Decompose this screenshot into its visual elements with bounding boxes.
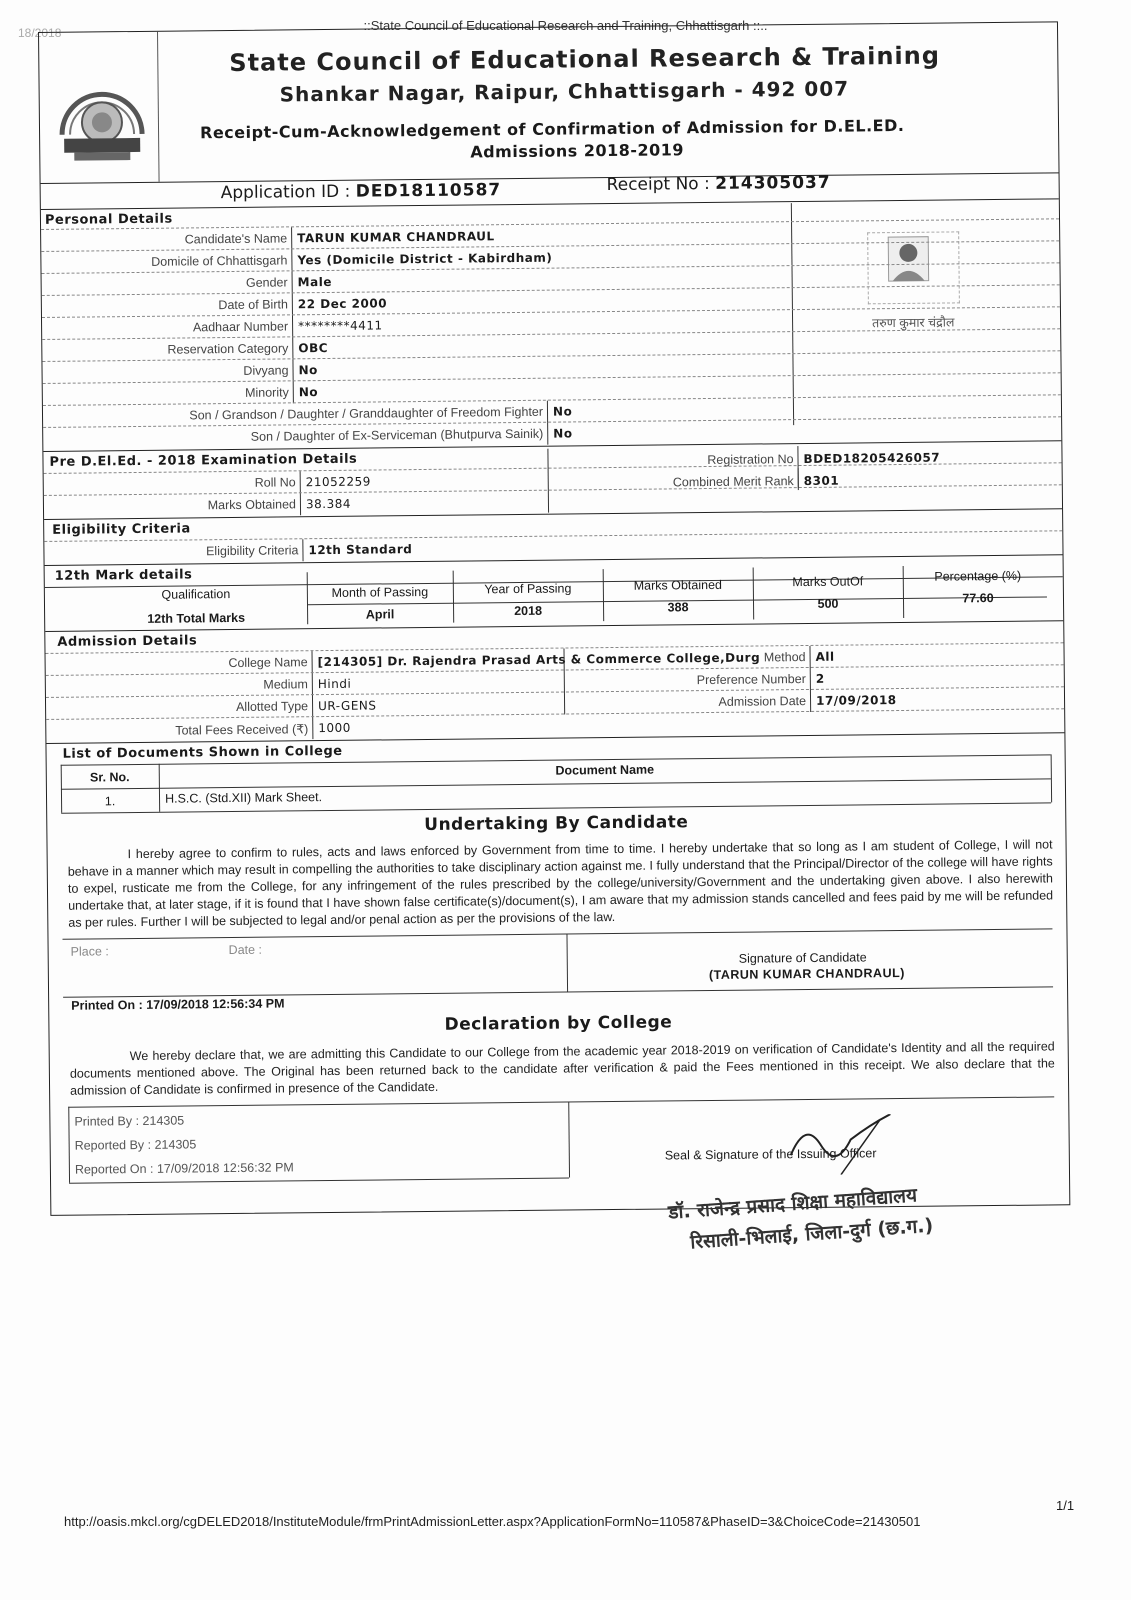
browser-header: ::State Council of Educational Research and Training, Chhattisgarh ::.. (363, 18, 768, 33)
freedom-value: No (552, 404, 573, 419)
eligibility-heading: Eligibility Criteria (52, 521, 191, 538)
application-id (221, 180, 502, 203)
allotted-value: UR-GENS (318, 698, 377, 714)
sep (547, 401, 548, 423)
fees-value: 1000 (318, 720, 351, 736)
cell-marks-outof: 500 (817, 596, 839, 611)
sep (568, 1101, 570, 1177)
col-marks-outof: Marks OutOf (792, 574, 864, 590)
col-month: Month of Passing (331, 584, 429, 600)
marks-value: 38.384 (305, 496, 352, 512)
org-name: State Council of Educational Research & Training (229, 41, 941, 77)
college-stamp-line1: डॉ. राजेन्द्र प्रसाद शिक्षा महाविद्यालय (667, 1184, 918, 1224)
pre-exam-heading: Pre D.El.Ed. - 2018 Examination Details (49, 451, 358, 470)
receipt-no (607, 173, 831, 195)
exserv-label: Son / Daughter of Ex-Serviceman (Bhutpurva Sainik) (250, 426, 544, 444)
divider (63, 986, 1053, 997)
printed-by: Printed By : 214305 (74, 1113, 185, 1129)
scert-logo-icon (53, 72, 150, 169)
minority-label: Minority (244, 385, 289, 400)
sep (302, 539, 303, 561)
category-label: Reservation Category (167, 341, 289, 357)
sep (291, 227, 292, 249)
allotted-label: Allotted Type (235, 699, 309, 714)
declaration-text: We hereby declare that, we are admitting this Candidate to our College from the academic year 2018-2019 on verification of Candidate's Identity and all the required documents mentioned above. The Original has been returned back to the candidate after verification & paid the Fees mentioned in this receipt. We also declare that the admission of Candidate is confirmed in presence of the Candidate. (69, 1039, 1055, 1098)
cell-qualification: 12th Total Marks (147, 610, 246, 626)
photo-signature: तरुण कुमार चंद्रौल (872, 315, 955, 331)
gender-label: Gender (245, 275, 288, 290)
method-value: All (815, 649, 835, 664)
pref-label: Preference Number (696, 671, 806, 688)
col-year: Year of Passing (484, 581, 572, 597)
application-id-label: Application ID : (220, 181, 351, 204)
date-label: Date : (228, 942, 263, 958)
doc-title: Receipt-Cum-Acknowledgement of Confirmation of Admission for D.EL.ED. (199, 115, 905, 143)
eligibility-label: Eligibility Criteria (205, 543, 299, 559)
freedom-label: Son / Grandson / Daughter / Granddaughter of Freedom Fighter (189, 404, 544, 423)
sep (1051, 754, 1053, 802)
col-sr-no: Sr. No. (89, 770, 130, 785)
admission-heading: Admission Details (57, 633, 198, 650)
pref-value: 2 (815, 671, 825, 686)
documents-heading: List of Documents Shown in College (62, 743, 343, 762)
application-id-value: DED18110587 (355, 180, 502, 202)
sep (300, 471, 301, 493)
org-address: Shankar Nagar, Raipur, Chhattisgarh - 492 007 (279, 76, 850, 107)
title-block (39, 22, 1059, 184)
undertaking-heading: Undertaking By Candidate (424, 812, 689, 835)
reg-label: Registration No (707, 452, 794, 468)
cell-percentage: 77.60 (962, 591, 994, 606)
category-value: OBC (298, 340, 329, 356)
doc-name: H.S.C. (Std.XII) Mark Sheet. (164, 790, 323, 806)
sep (291, 249, 292, 271)
name-label: Candidate's Name (184, 231, 288, 247)
undertaking-text: I hereby agree to confirm to rules, acts and laws enforced by Government from time to time. I hereby undertake that so long as I am student of College, I will not behave in a manner which may result in compelling the authorities to take disciplinary action against me. I fully understand that the Principal/Director of the college will have rights to expel, rusticate me from the College, for any infringement of the rules prescribed by the college/university/Government and the undertaking given above. I also herewith undertake that, at later stage, if it is found that I have shown false certificate(s)/document(s), I am aware that my admission stands cancelled and fees paid by me will be refunded as per rules. Further I will be subjected to legal and/or penal action as per the provisions of the law. (67, 837, 1054, 930)
doc-subtitle: Admissions 2018-2019 (470, 140, 685, 162)
sep (292, 337, 293, 359)
signature-label: Signature of Candidate (738, 950, 867, 966)
sep (300, 493, 301, 515)
marks12-heading: 12th Mark details (54, 567, 193, 584)
aadhaar-label: Aadhaar Number (192, 319, 289, 335)
reported-by: Reported By : 214305 (74, 1137, 197, 1153)
college-label: College Name (228, 655, 308, 671)
aadhaar-value: ********4411 (298, 318, 383, 334)
corner-date: 18/2018 (18, 26, 62, 40)
college-stamp-line2: रिसाली-भिलाई, जिला-दुर्ग (छ.ग.) (689, 1214, 934, 1254)
page-url: http://oasis.mkcl.org/cgDELED2018/InstituteModule/frmPrintAdmissionLetter.aspx?ApplicationFormNo=110587&PhaseID=3&ChoiceCode=21430501 (64, 1514, 921, 1529)
rank-label: Combined Merit Rank (672, 474, 794, 490)
eligibility-value: 12th Standard (308, 542, 413, 558)
minority-value: No (298, 385, 319, 400)
receipt-no-value: 214305037 (715, 172, 831, 194)
personal-heading: Personal Details (44, 211, 173, 228)
sep (292, 315, 293, 337)
cell-year: 2018 (514, 603, 543, 619)
divyang-value: No (298, 363, 318, 378)
cell-month: April (365, 607, 395, 622)
divyang-label: Divyang (243, 363, 289, 378)
col-percentage: Percentage (%) (934, 568, 1022, 584)
name-value: TARUN KUMAR CHANDRAUL (297, 229, 495, 246)
dob-label: Date of Birth (218, 297, 288, 313)
exserv-value: No (553, 426, 573, 441)
printed-on: Printed On : 17/09/2018 12:56:34 PM (71, 996, 285, 1013)
doc-sr: 1. (104, 794, 116, 809)
receipt-frame (38, 21, 1070, 1216)
medium-value: Hindi (317, 676, 352, 692)
dob-value: 22 Dec 2000 (297, 296, 388, 312)
roll-label: Roll No (254, 475, 296, 490)
sep (292, 359, 293, 381)
admission-date-value: 17/09/2018 (815, 693, 897, 708)
reg-value: BDED18205426057 (803, 450, 941, 467)
declaration-heading: Declaration by College (444, 1012, 673, 1035)
officer-signature (780, 1114, 901, 1181)
divider (69, 1178, 569, 1184)
cell-marks-obtained: 388 (667, 600, 689, 615)
page-number: 1/1 (1056, 1498, 1075, 1513)
reported-on: Reported On : 17/09/2018 12:56:32 PM (74, 1160, 294, 1177)
signature-scribble-icon (780, 1114, 901, 1175)
seal-label: Seal & Signature of the Issuing Officer (664, 1146, 877, 1163)
sep (293, 381, 294, 403)
place-label: Place : (70, 944, 109, 959)
rank-value: 8301 (803, 473, 840, 489)
sep (566, 934, 568, 992)
signature-name: (TARUN KUMAR CHANDRAUL) (708, 965, 905, 983)
col-marks-obtained: Marks Obtained (633, 577, 723, 593)
domicile-label: Domicile of Chhattisgarh (151, 253, 288, 269)
col-qualification: Qualification (161, 587, 231, 602)
sep (798, 468, 799, 490)
sep (292, 271, 293, 293)
logo-box (39, 32, 160, 183)
marks-label: Marks Obtained (207, 497, 297, 513)
receipt-no-label: Receipt No : (606, 173, 710, 196)
sep (68, 1107, 70, 1183)
college-value: [214305] Dr. Rajendra Prasad Arts & Commerce College,Durg (317, 650, 761, 670)
sep (547, 423, 548, 445)
sep (292, 293, 293, 315)
domicile-value: Yes (Domicile District - Kabirdham) (297, 250, 553, 268)
roll-value: 21052259 (305, 474, 371, 490)
col-document-name: Document Name (555, 762, 655, 778)
fees-label: Total Fees Received (₹) (175, 722, 309, 738)
admission-date-label: Admission Date (718, 693, 807, 709)
medium-label: Medium (263, 677, 308, 692)
gender-value: Male (297, 274, 333, 290)
method-label: Method (763, 649, 806, 665)
